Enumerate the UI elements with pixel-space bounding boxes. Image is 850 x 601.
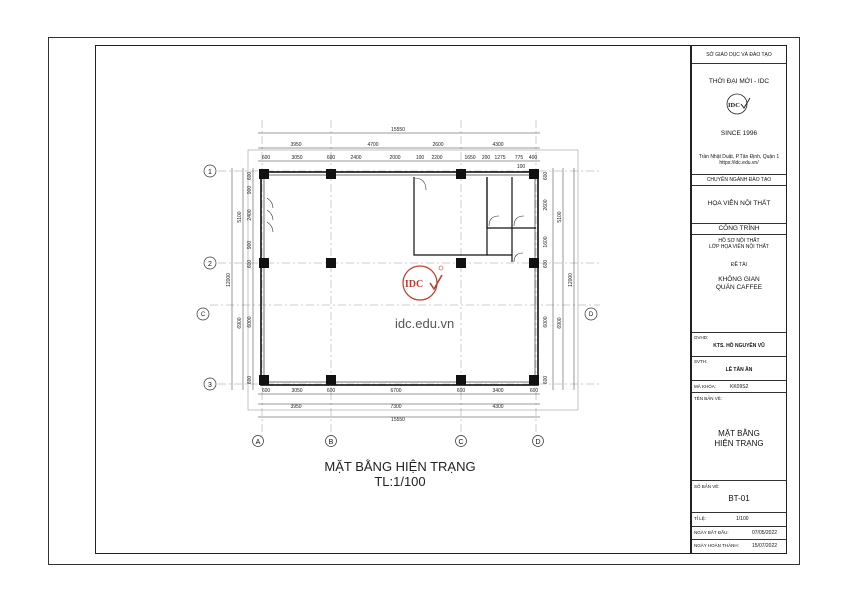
svg-text:7300: 7300 bbox=[390, 404, 402, 410]
svg-text:1650: 1650 bbox=[464, 155, 476, 161]
svg-text:600: 600 bbox=[326, 155, 336, 161]
svg-text:100: 100 bbox=[516, 164, 526, 170]
tb-school: THỜI ĐẠI MỚI - IDC SINCE 1996 Trần Nhật Duật, P.Tân Định, Quận 1 https://idc.edu.vn/ bbox=[692, 64, 786, 175]
svg-text:IDC: IDC bbox=[728, 102, 740, 109]
svg-text:600: 600 bbox=[529, 388, 539, 394]
svg-text:900: 900 bbox=[247, 240, 253, 250]
svg-text:600: 600 bbox=[543, 375, 549, 385]
grid-row-1: 1 bbox=[208, 169, 212, 176]
svg-text:2000: 2000 bbox=[389, 155, 401, 161]
tb-major: HỌA VIÊN NỘI THẤT bbox=[692, 186, 786, 224]
svg-text:3950: 3950 bbox=[290, 404, 302, 410]
svg-text:600: 600 bbox=[326, 388, 336, 394]
tb-gvhd: GVHD: KTS. HỒ NGUYÊN VŨ bbox=[692, 333, 786, 357]
svg-text:4300: 4300 bbox=[492, 142, 504, 148]
svg-text:900: 900 bbox=[247, 185, 253, 195]
tb-sheet-no: SỐ BẢN VẼ: BT-01 bbox=[692, 481, 786, 513]
outer-wall bbox=[261, 172, 538, 385]
watermark: idc.edu.vn bbox=[395, 316, 455, 331]
svg-text:6700: 6700 bbox=[390, 388, 402, 394]
svg-text:2200: 2200 bbox=[431, 155, 443, 161]
tb-course: MÃ KHÓA: KK09S2 bbox=[692, 381, 786, 393]
section-marker-left: C bbox=[200, 312, 206, 318]
svg-text:4700: 4700 bbox=[367, 142, 379, 148]
right-dimensions bbox=[543, 172, 574, 385]
svg-text:5100: 5100 bbox=[237, 211, 243, 223]
svg-text:2600: 2600 bbox=[543, 199, 549, 211]
interior-walls bbox=[414, 177, 536, 262]
svg-text:600: 600 bbox=[247, 259, 253, 269]
svg-text:1600: 1600 bbox=[543, 236, 549, 248]
svg-text:6900: 6900 bbox=[237, 317, 243, 329]
svg-text:3050: 3050 bbox=[291, 388, 303, 394]
dimension-lines bbox=[232, 133, 574, 417]
svg-text:15550: 15550 bbox=[391, 417, 405, 423]
svg-text:600: 600 bbox=[261, 388, 271, 394]
grid-col-b: B bbox=[328, 439, 334, 446]
svg-text:100: 100 bbox=[415, 155, 425, 161]
svg-text:4300: 4300 bbox=[492, 404, 504, 410]
grid-col-c: C bbox=[458, 439, 464, 446]
grid-col-bubbles bbox=[253, 436, 544, 447]
drawing-title-line1: MẶT BẰNG HIỆN TRẠNG bbox=[324, 459, 476, 474]
svg-text:600: 600 bbox=[247, 171, 253, 181]
tb-department: SỞ GIÁO DỤC VÀ ĐÀO TẠO bbox=[692, 46, 786, 64]
tb-sheet-name: TÊN BẢN VẼ: MẶT BẰNG HIỆN TRẠNG bbox=[692, 393, 786, 481]
tb-start-date: NGÀY BẮT ĐẦU: 07/05/2022 bbox=[692, 527, 786, 540]
section-marker-right: D bbox=[588, 312, 594, 318]
bottom-dimensions bbox=[262, 388, 539, 423]
svg-text:600: 600 bbox=[543, 259, 549, 269]
svg-text:400: 400 bbox=[528, 155, 538, 161]
svg-text:3950: 3950 bbox=[290, 142, 302, 148]
svg-text:3050: 3050 bbox=[291, 155, 303, 161]
svg-text:1275: 1275 bbox=[494, 155, 506, 161]
grid-row-bubbles bbox=[204, 165, 216, 390]
svg-text:6900: 6900 bbox=[557, 317, 563, 329]
grid-row-3: 3 bbox=[208, 382, 212, 389]
tb-project-label: CÔNG TRÌNH bbox=[692, 224, 786, 235]
svg-text:15550: 15550 bbox=[391, 127, 405, 133]
tb-major-label: CHUYÊN NGÀNH ĐÀO TẠO bbox=[692, 175, 786, 186]
svg-text:775: 775 bbox=[514, 155, 524, 161]
svg-text:600: 600 bbox=[261, 155, 271, 161]
drawing-title bbox=[300, 459, 500, 489]
center-logo bbox=[403, 266, 443, 300]
svg-text:12000: 12000 bbox=[226, 273, 232, 287]
title-block bbox=[691, 45, 787, 554]
tb-project: HỒ SƠ NỘI THẤT LỚP HỌA VIÊN NỘI THẤT ĐỀ TÀI KHÔNG GIAN QUÁN CAFFEE bbox=[692, 235, 786, 333]
svg-text:2400: 2400 bbox=[350, 155, 362, 161]
drawing-scale: TL:1/100 bbox=[374, 474, 426, 489]
svg-text:12000: 12000 bbox=[568, 273, 574, 287]
svg-text:6000: 6000 bbox=[543, 316, 549, 328]
svg-text:5100: 5100 bbox=[557, 211, 563, 223]
tb-finish-date: NGÀY HOÀN THÀNH: 15/07/2022 bbox=[694, 543, 778, 549]
top-dimensions bbox=[262, 127, 538, 170]
svg-text:600: 600 bbox=[456, 388, 466, 394]
doors bbox=[267, 178, 524, 262]
svg-text:IDC: IDC bbox=[404, 279, 424, 290]
left-dimensions bbox=[226, 172, 253, 385]
columns bbox=[259, 169, 539, 385]
svg-text:2600: 2600 bbox=[432, 142, 444, 148]
svg-text:6000: 6000 bbox=[247, 316, 253, 328]
svg-text:2400: 2400 bbox=[247, 209, 253, 221]
tb-svth: SVTH: LÊ TẤN ÂN bbox=[692, 357, 786, 381]
grid-col-a: A bbox=[255, 439, 261, 446]
grid-row-2: 2 bbox=[208, 261, 212, 268]
svg-text:3400: 3400 bbox=[492, 388, 504, 394]
svg-text:600: 600 bbox=[543, 171, 549, 181]
grid-col-d: D bbox=[535, 439, 541, 446]
svg-text:200: 200 bbox=[481, 155, 491, 161]
svg-text:600: 600 bbox=[247, 375, 253, 385]
tb-scale: TỈ LỆ: 1/100 bbox=[692, 513, 786, 527]
